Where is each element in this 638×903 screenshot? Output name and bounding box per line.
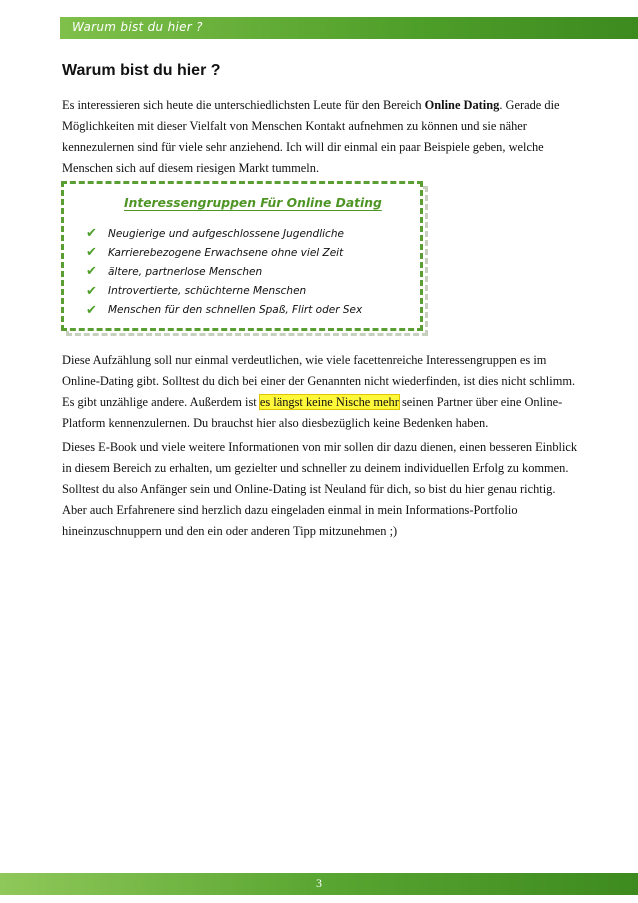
p2-text-2: seinen Partner über eine Online-Platform kennenzulernen. Du brauchst hier also diesbezüglich keine Bedenken haben. [62, 395, 563, 430]
checkmark-icon: ✔ [86, 302, 97, 318]
list-item-text: Menschen für den schnellen Spaß, Flirt oder Sex [108, 304, 363, 317]
list-item-text: Karrierebezogene Erwachsene ohne viel Zeit [108, 246, 344, 259]
intro-paragraph [62, 95, 582, 179]
aufzaehlung-paragraph [62, 350, 582, 434]
box-title: Interessengruppen Für Online Dating [124, 196, 382, 210]
list-item [86, 243, 362, 262]
list-item-text: ältere, partnerlose Menschen [108, 265, 263, 278]
checkmark-icon: ✔ [86, 245, 97, 261]
checkmark-icon: ✔ [86, 283, 97, 299]
interest-groups-box [61, 181, 423, 331]
interest-groups-list [86, 224, 362, 320]
list-item [86, 301, 362, 320]
highlighted-text: es längst keine Nische mehr [259, 395, 399, 409]
checkmark-icon: ✔ [86, 264, 97, 280]
ebook-paragraph: Dieses E-Book und viele weitere Informationen von mir sollen dir dazu dienen, einen besseren Einblick in diesem Bereich zu erhalten, um gezielter und schneller zu deinem individuellen Erfolg zu kommen. Solltest du also Anfänger sein und Online-Dating ist Neuland für dich, so bist du hier genau richtig. Aber auch Erfahrenere sind herzlich dazu eingeladen einmal in mein Informations-Portfolio hineinzuschnuppern und den ein oder anderen Tipp mitzunehmen ;) [62, 440, 578, 538]
checkmark-icon: ✔ [86, 226, 97, 242]
page-title: Warum bist du hier ? [62, 62, 221, 79]
footer-bar [0, 873, 638, 895]
list-item [86, 262, 362, 281]
list-item [86, 282, 362, 301]
intro-bold-term: Online Dating [424, 98, 500, 112]
intro-text-2: . Gerade die Möglichkeiten mit dieser Vielfalt von Menschen Kontakt aufnehmen zu können und sie näher kennezulernen sind für viele sehr anziehend. Ich will dir einmal ein paar Beispiele geben, welche Menschen sich auf diesem riesigen Markt tummeln. [62, 98, 560, 175]
header-bar [60, 17, 638, 39]
intro-text-1: Es interessieren sich heute die unterschiedlichsten Leute für den Bereich [62, 98, 425, 112]
list-item-text: Neugierige und aufgeschlossene Jugendliche [108, 227, 344, 240]
page-number: 3 [316, 876, 322, 890]
header-label: Warum bist du hier ? [72, 20, 203, 34]
list-item-text: Introvertierte, schüchterne Menschen [108, 285, 307, 298]
list-item [86, 224, 362, 243]
p2-text-1: Diese Aufzählung soll nur einmal verdeutlichen, wie viele facettenreiche Interessengruppen es im Online-Dating gibt. Solltest du dich bei einer der Genannten nicht wiederfinden, ist dies nicht schlimm. Es gibt unzählige andere. Außerdem ist [62, 353, 576, 409]
